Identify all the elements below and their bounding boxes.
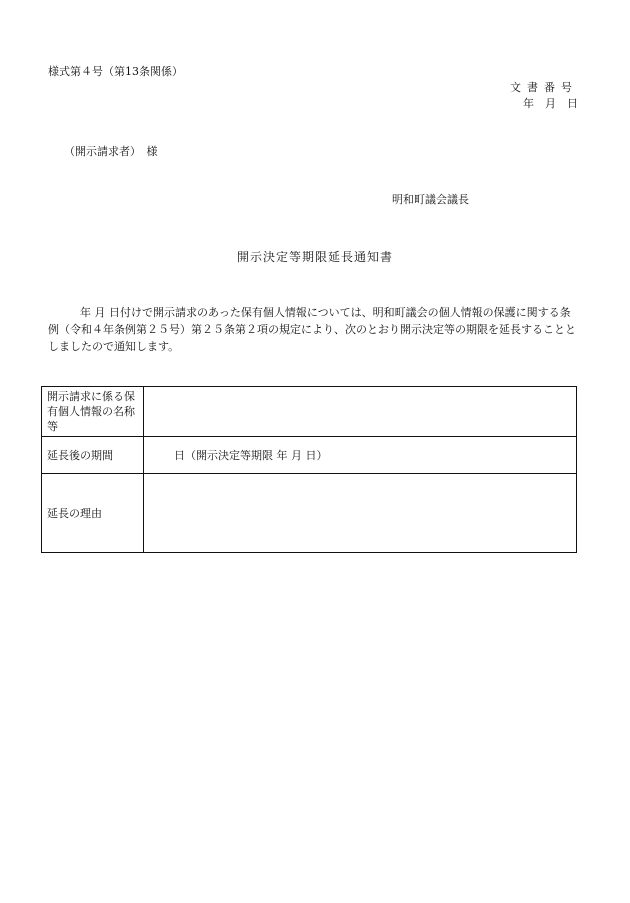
row-label: 延長の理由 [42, 474, 144, 553]
row-label: 延長後の期間 [42, 437, 144, 474]
document-title: 開示決定等期限延長通知書 [236, 250, 393, 264]
body-paragraph [48, 304, 580, 355]
row-value [144, 474, 577, 553]
sender: 明和町議会議長 [392, 193, 469, 206]
table-row [42, 474, 577, 553]
document-number: 文書番号 [510, 81, 578, 94]
body-text: 年 月 日付けで開示請求のあった保有個人情報については、明和町議会の個人情報の保護に関する条例（令和４年条例第２５号）第２５条第２項の規定により、次のとおり開示決定等の期限を延長することとしましたので通知します。 [48, 306, 576, 353]
row-value [144, 387, 577, 437]
date-line: 年 月 日 [523, 97, 578, 110]
row-label: 開示請求に係る保有個人情報の名称等 [42, 387, 144, 437]
table-row [42, 387, 577, 437]
recipient: （開示請求者） 様 [64, 145, 158, 158]
row-value: 日（開示決定等期限 年 月 日） [144, 437, 577, 474]
info-table [41, 386, 577, 553]
form-number: 様式第４号（第13条関係） [48, 65, 183, 78]
table-row [42, 437, 577, 474]
